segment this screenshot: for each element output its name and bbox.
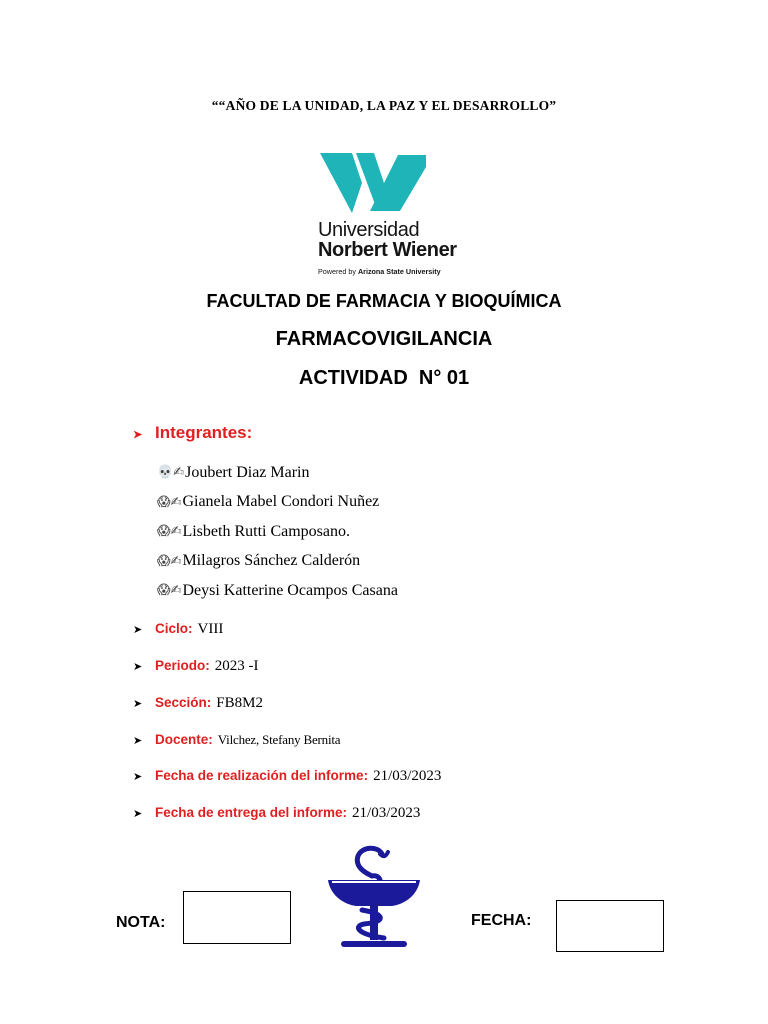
seccion-value: FB8M2	[216, 695, 263, 711]
arrow-bullet-icon: ➤	[133, 624, 143, 636]
member-name: Milagros Sánchez Calderón	[182, 552, 361, 570]
docente-row	[133, 732, 340, 748]
member-item	[157, 488, 398, 518]
member-name: Gianela Mabel Condori Nuñez	[182, 493, 380, 511]
members-heading: ➤ Integrantes:	[133, 423, 253, 442]
university-wave-logo-icon	[318, 153, 430, 213]
member-item	[157, 517, 398, 547]
ciclo-label: Ciclo:	[155, 621, 193, 636]
face-emoji-icon: 😱✍	[157, 583, 182, 599]
periodo-label: Periodo:	[155, 658, 210, 673]
member-item	[157, 458, 398, 488]
arrow-bullet-icon: ➤	[133, 429, 143, 441]
member-item	[157, 576, 398, 606]
periodo-row	[133, 658, 259, 675]
face-emoji-icon: 😱✍	[157, 494, 182, 510]
periodo-value: 2023 -I	[214, 658, 259, 674]
powered-by-text: Powered by Arizona State University	[318, 267, 441, 276]
bowl-of-hygieia-icon	[326, 844, 422, 948]
university-logo	[312, 145, 472, 280]
members-list	[157, 458, 398, 606]
arrow-bullet-icon: ➤	[133, 735, 143, 747]
entrega-label: Fecha de entrega del informe:	[155, 805, 348, 820]
course-title: FARMACOVIGILANCIA	[275, 328, 493, 350]
entrega-row	[133, 805, 420, 822]
face-emoji-icon: 😱✍	[157, 553, 182, 569]
university-name-line1: Universidad	[318, 219, 420, 241]
faculty-title: FACULTAD DE FARMACIA Y BIOQUÍMICA	[206, 291, 562, 311]
member-name: Lisbeth Rutti Camposano.	[182, 522, 350, 540]
nota-label: NOTA:	[116, 914, 166, 931]
realizacion-label: Fecha de realización del informe:	[155, 768, 369, 783]
arrow-bullet-icon: ➤	[133, 771, 143, 783]
university-name-line2: Norbert Wiener	[318, 239, 457, 261]
docente-value: Vilchez, Stefany Bernita	[217, 732, 341, 747]
docente-label: Docente:	[155, 732, 213, 747]
member-name: Joubert Diaz Marin	[185, 463, 310, 481]
member-item	[157, 547, 398, 577]
fecha-label: FECHA:	[471, 912, 532, 929]
member-name: Deysi Katterine Ocampos Casana	[182, 581, 398, 599]
nota-field[interactable]	[183, 891, 291, 944]
seccion-row	[133, 695, 263, 712]
fecha-field[interactable]	[556, 900, 664, 952]
activity-title: ACTIVIDAD N° 01	[298, 367, 470, 389]
realizacion-value: 21/03/2023	[373, 768, 442, 784]
arrow-bullet-icon: ➤	[133, 661, 143, 673]
arrow-bullet-icon: ➤	[133, 698, 143, 710]
arrow-bullet-icon: ➤	[133, 808, 143, 820]
year-slogan: ““AÑO DE LA UNIDAD, LA PAZ Y EL DESARROLLO”	[211, 98, 557, 113]
entrega-value: 21/03/2023	[352, 805, 421, 821]
skull-emoji-icon: 💀✍	[157, 465, 185, 481]
seccion-label: Sección:	[155, 695, 212, 710]
ciclo-row	[133, 621, 223, 638]
ciclo-value: VIII	[197, 621, 224, 637]
face-emoji-icon: 😱✍	[157, 524, 182, 540]
realizacion-row	[133, 768, 441, 785]
